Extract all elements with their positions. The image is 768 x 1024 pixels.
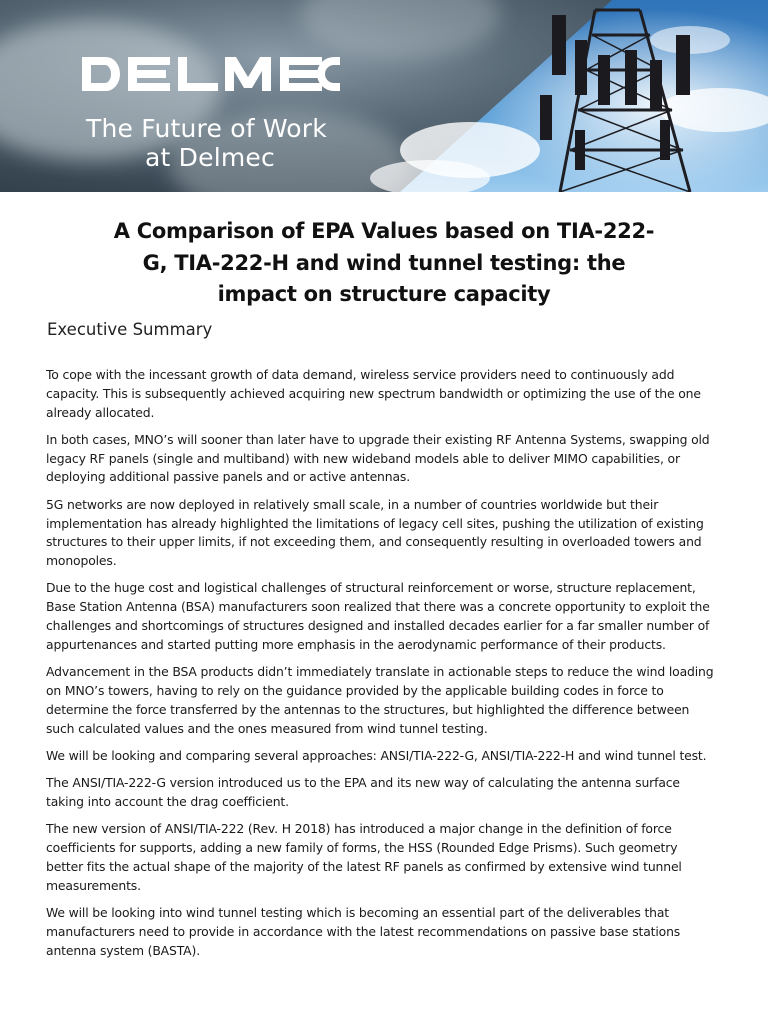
delmec-logo	[80, 55, 350, 93]
tagline-line: at Delmec	[145, 143, 275, 172]
paragraph: We will be looking into wind tunnel testing which is becoming an essential part of the deliverables that manufacturers need to provide in accordance with the latest recommendations on passive base stations antenna system (BASTA).	[46, 904, 681, 958]
tagline-line: The Future of Work	[86, 114, 327, 143]
title-line: impact on structure capacity	[217, 282, 551, 306]
title-line: G, TIA-222-H and wind tunnel testing: the	[142, 250, 626, 275]
paragraph: Advancement in the BSA products didn’t immediately translate in actionable steps to reduce the wind loading on MNO’s towers, having to rely on the guidance provided by the applicable building codes in force to determine the force transferred by the antennas to the structures, but highlighted the difference between such calculated values and the ones measured from wind tunnel testing.	[46, 664, 714, 736]
document-title	[70, 216, 698, 311]
paragraph: Due to the huge cost and logistical challenges of structural reinforcement or worse, structure replacement, Base Station Antenna (BSA) manufacturers soon realized that there was a concrete opportunity to exploit the challenges and shortcomings of structures designed and installed decades earlier for a far smaller number of appurtenances and started putting more emphasis in the aerodynamic performance of their products.	[46, 580, 710, 652]
banner-tagline	[86, 114, 327, 172]
paragraph: To cope with the incessant growth of data demand, wireless service providers need to continuously add capacity. This is subsequently achieved acquiring new spectrum bandwidth or optimizing the use of the one already allocated.	[46, 367, 701, 420]
paragraph: We will be looking and comparing several approaches: ANSI/TIA-222-G, ANSI/TIA-222-H and wind tunnel test.	[46, 747, 707, 763]
title-line: A Comparison of EPA Values based on TIA-222-	[113, 219, 655, 243]
paragraph: The new version of ANSI/TIA-222 (Rev. H 2018) has introduced a major change in the definition of force coefficients for supports, adding a new family of forms, the HSS (Rounded Edge Prisms). Such geometry better fits the actual shape of the majority of the latest RF panels as confirmed by extensive wind tunnel measurements.	[46, 821, 682, 893]
section-heading: Executive Summary	[47, 320, 213, 339]
paragraph: In both cases, MNO’s will sooner than later have to upgrade their existing RF Antenna Systems, swapping old legacy RF panels (single and multiband) with new wideband models able to deliver MIMO capabilities, or deploying additional passive panels and or active antennas.	[46, 431, 710, 485]
body-text	[46, 366, 718, 969]
paragraph: 5G networks are now deployed in relatively small scale, in a number of countries worldwide but their implementation has already highlighted the limitations of legacy cell sites, pushing the utilization of existing structures to their upper limits, if not exceeding them, and consequently resulting in overloaded towers and monopoles.	[46, 496, 704, 569]
paragraph: The ANSI/TIA-222-G version introduced us to the EPA and its new way of calculating the antenna surface taking into account the drag coefficient.	[46, 775, 680, 809]
header-banner	[0, 0, 768, 192]
